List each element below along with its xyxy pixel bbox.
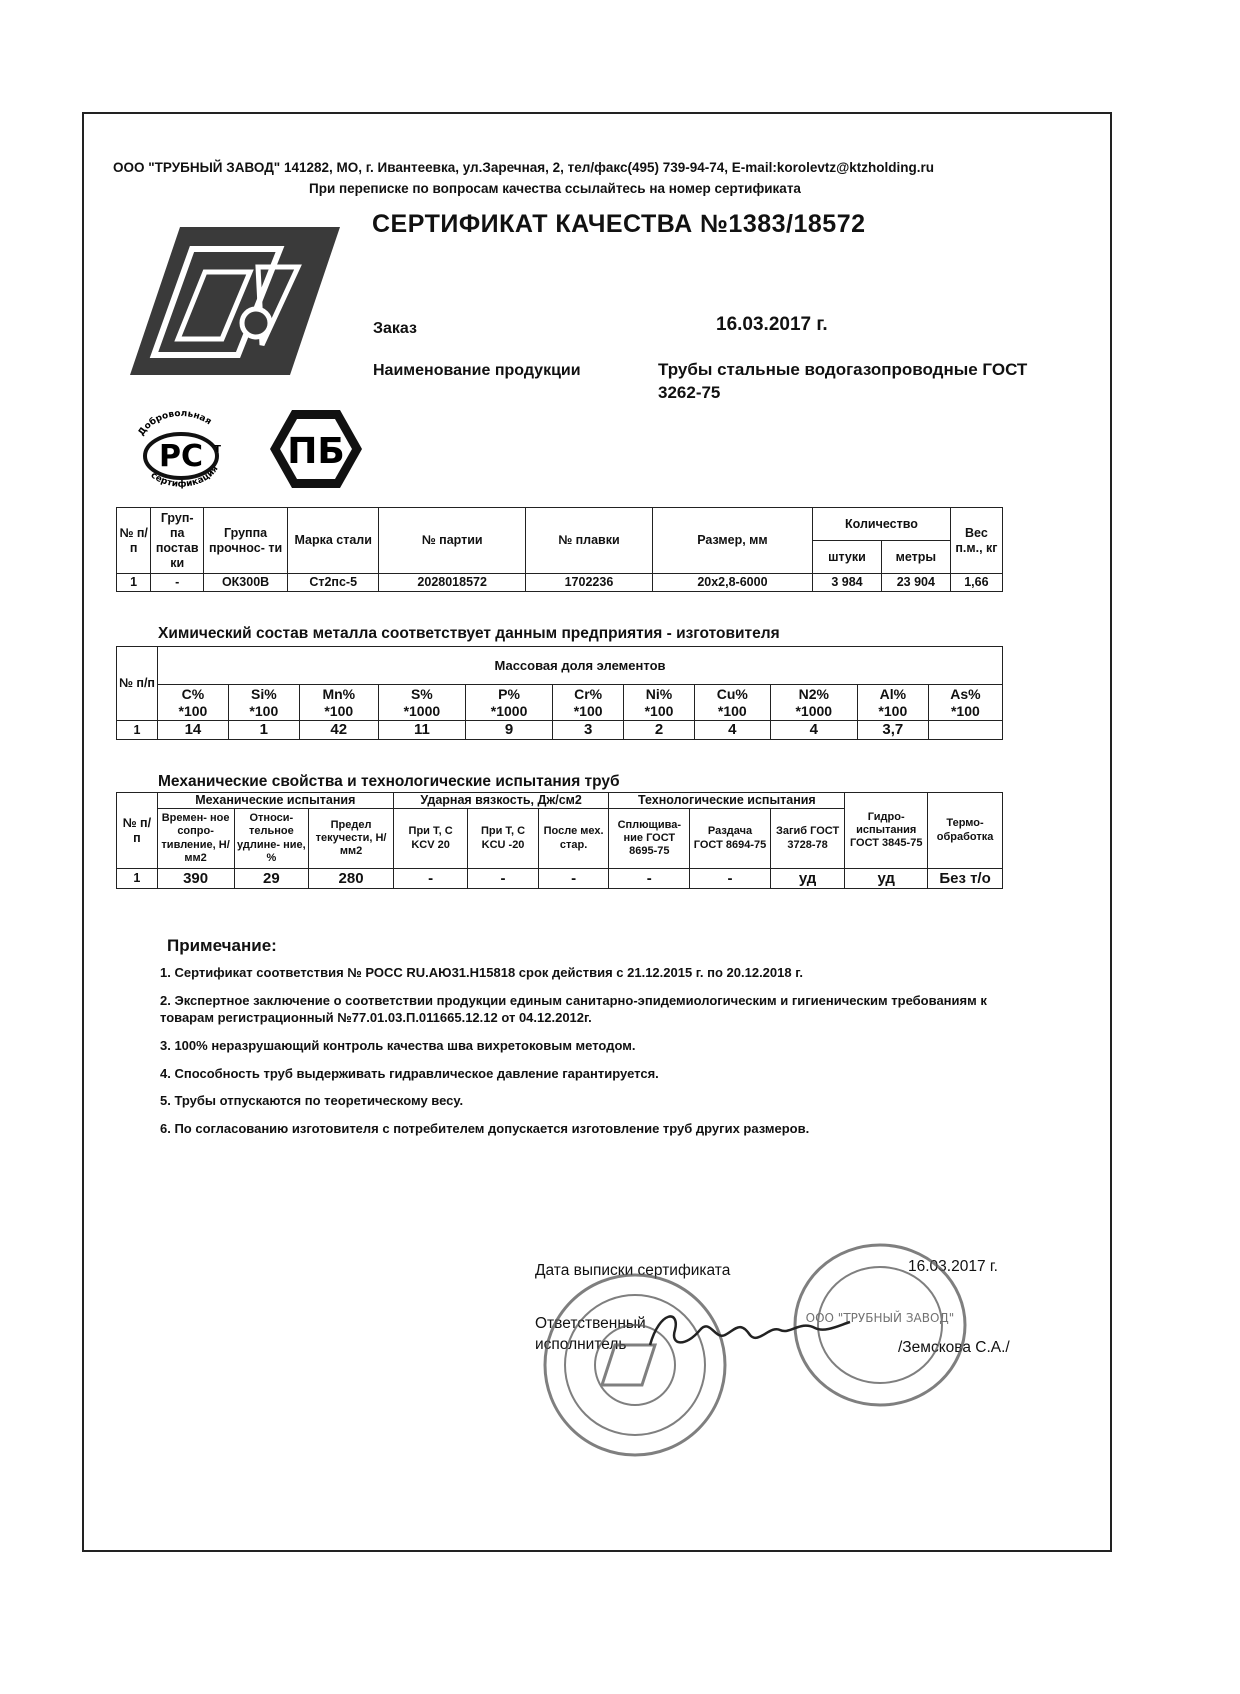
svg-text:Добровольная: Добровольная [136, 408, 214, 438]
chem-element-headers: С% *100 Si% *100 Mn% *100 S% *1000 P% *1000 Cr% *100 Ni% *100 Cu% *100 N2% *1000 Al% *100 As% *100 [117, 685, 1003, 721]
chem-section-title: Химический состав металла соответствует данным предприятия - изготовителя [158, 625, 780, 642]
col-header-meters: метры [881, 541, 950, 574]
notes-list [160, 965, 1020, 1149]
issue-date: 16.03.2017 г. [908, 1258, 998, 1275]
company-header: ООО "ТРУБНЫЙ ЗАВОД" 141282, МО, г. Ивантеевка, ул.Заречная, 2, тел/факс(495) 739-94-74, E-mail:korolevtz@ktzholding.ru [113, 160, 934, 175]
mech-section-title: Механические свойства и технологические испытания труб [158, 773, 620, 790]
svg-text:ПБ: ПБ [287, 431, 345, 472]
col-header-num: № п/п [117, 508, 151, 574]
certificate-title: СЕРТИФИКАТ КАЧЕСТВА №1383/18572 [372, 210, 866, 238]
note-item: 5. Трубы отпускаются по теоретическому весу. [160, 1093, 464, 1109]
mech-thermo-header: Термо- обработка [928, 793, 1003, 869]
order-label: Заказ [373, 320, 417, 337]
col-header-steel-grade: Марка стали [288, 508, 379, 574]
note-item: 1. Сертификат соответствия № РОСС RU.АЮ31.Н15818 срок действия с 21.12.2015 г. по 20.12.2018 г. [160, 965, 803, 980]
note-item: 6. По согласованию изготовителя с потребителем допускается изготовление труб других размеров. [160, 1121, 810, 1137]
svg-text:сертификация: сертификация [148, 464, 221, 490]
correspondence-note: При переписке по вопросам качества ссылайтесь на номер сертификата [309, 181, 801, 196]
col-header-supply-group: Груп- па постав ки [151, 508, 204, 574]
table-row: 1 14 1 42 11 9 3 2 4 4 3,7 [117, 721, 1003, 740]
svg-text:ООО "ТРУБНЫЙ ЗАВОД": ООО "ТРУБНЫЙ ЗАВОД" [805, 1311, 955, 1325]
table-row: 1 - ОК300В Ст2пс-5 2028018572 1702236 20х2,8-6000 3 984 23 904 1,66 [117, 574, 1003, 592]
col-header-quantity: Количество [813, 508, 951, 541]
col-header-batch: № партии [379, 508, 526, 574]
product-value-line1: Трубы стальные водогазопроводные ГОСТ [658, 360, 1028, 379]
mechanical-properties-table: № п/п Механические испытания Ударная вязкость, Дж/см2 Технологические испытания Гидро- испытания ГОСТ 3845-75 Термо- обработка Времен- ное сопро- тивление, Н/мм2 Относи- тельное удлине- ние, % Предел текучести, Н/мм2 При Т, С KCV 20 При Т, С KCU -20 После мех. стар. Сплющива- ние ГОСТ 8695-75 Раздача ГОСТ 8694-75 Загиб ГОСТ 3728-78 1 390 29 280 - - - - - уд уд Без т/о [116, 792, 1003, 889]
mech-group-mechanical: Механические испытания [157, 793, 393, 809]
company-logo [130, 227, 340, 375]
svg-text:т: т [214, 441, 221, 455]
table-row: 1 390 29 280 - - - - - уд уд Без т/о [117, 869, 1003, 889]
svg-text:РС: РС [158, 439, 204, 474]
col-header-pieces: штуки [813, 541, 882, 574]
mech-num-header: № п/п [117, 793, 158, 869]
note-item: 3. 100% неразрушающий контроль качества шва вихретоковым методом. [160, 1037, 636, 1053]
col-header-size: Размер, мм [652, 508, 812, 574]
company-seal-stamp [540, 1270, 730, 1460]
chem-group-header: Массовая доля элементов [158, 647, 1003, 685]
mech-group-impact: Ударная вязкость, Дж/см2 [393, 793, 608, 809]
chem-num-header: № п/п [117, 647, 158, 721]
product-label: Наименование продукции [373, 362, 581, 379]
mech-group-technological: Технологические испытания [609, 793, 845, 809]
product-table [116, 507, 1003, 592]
col-header-weight: Вес п.м., кг [950, 508, 1002, 574]
signer-name: /Земскова С.А./ [898, 1339, 1010, 1356]
mech-hydro-header: Гидро- испытания ГОСТ 3845-75 [845, 793, 928, 869]
notes-title: Примечание: [167, 936, 277, 955]
chemical-composition-table [116, 646, 1003, 740]
pb-fire-safety-mark [268, 408, 364, 490]
note-item: 2. Экспертное заключение о соответствии продукции единым санитарно-эпидемиологическим и гигиеническим требованиям к товарам регистрационный №77.01.03.П.011665.12.12 от 04.12.2012г. [160, 992, 987, 1025]
handwritten-signature [640, 1300, 860, 1360]
product-value-line2: 3262-75 [658, 383, 721, 402]
col-header-strength-group: Группа прочнос- ти [204, 508, 288, 574]
responsible-label-2: исполнитель [535, 1336, 627, 1353]
note-item: 4. Способность труб выдерживать гидравлическое давление гарантируется. [160, 1065, 659, 1081]
col-header-heat: № плавки [526, 508, 653, 574]
responsible-label: Ответственный [535, 1315, 646, 1332]
rst-certification-mark [125, 408, 237, 490]
order-date: 16.03.2017 г. [716, 314, 828, 335]
issue-date-label: Дата выписки сертификата [535, 1262, 731, 1279]
